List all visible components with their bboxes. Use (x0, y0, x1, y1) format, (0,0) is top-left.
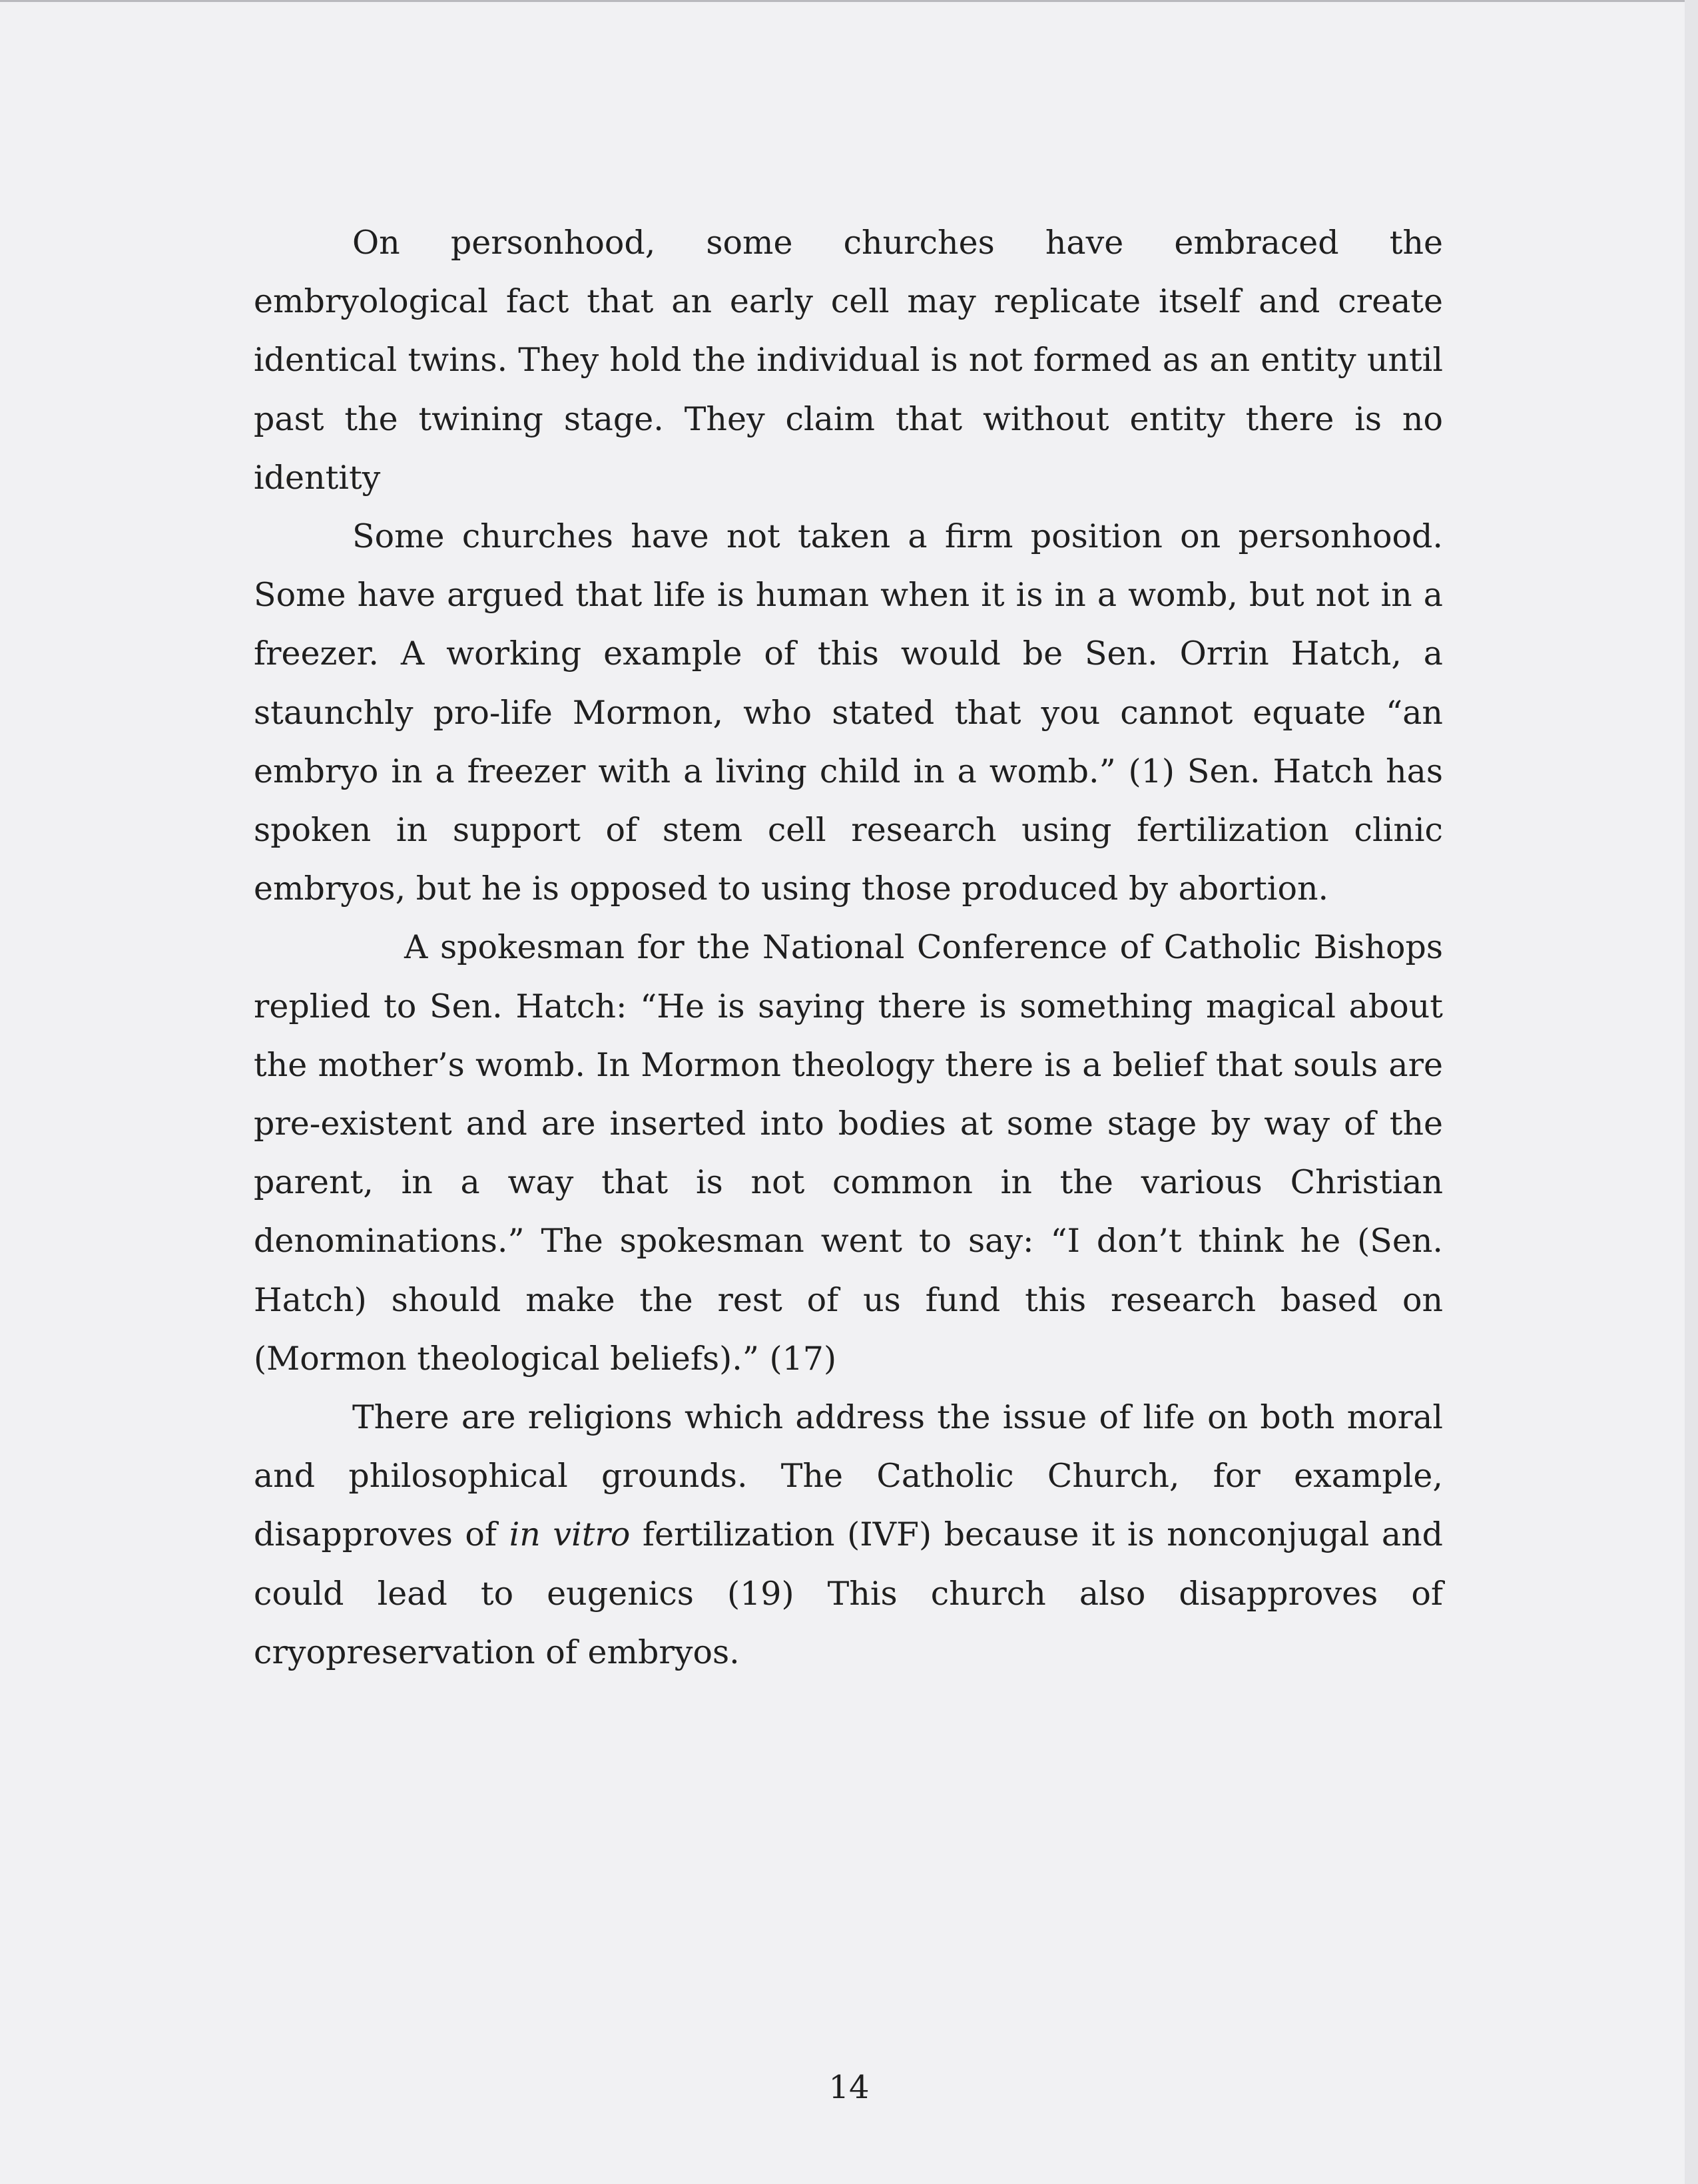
paragraph-bishops-reply: A spokesman for the National Conference of Catholic Bishops replied to Sen. Hatch: “He is saying there is something magical about the mother’s womb. In Mormon theology there is a belief that souls are pre-existent and are inserted into bodies at some stage by way of the parent, in a way that is not common in the various Christian denominations.” The spokesman went to say: “I don’t think he (Sen. Hatch) should make the rest of us fund this research based on (Mormon theological beliefs).” (17) (254, 928, 1443, 1378)
paragraph-catholic-ivf (254, 1388, 1443, 1682)
ivf-text-before: There are religions which address the issue of life on both moral and philosophical grounds. The Catholic Church, for example, disapproves of (254, 1398, 1443, 1554)
paragraph-personhood-twinning: On personhood, some churches have embraced the embryological fact that an early cell may replicate itself and create identical twins. They hold the individual is not formed as an entity until past the twining stage. They claim that without entity there is no identity (254, 224, 1443, 497)
page-edge (1685, 0, 1698, 2184)
page-number: 14 (828, 2069, 870, 2106)
body-text (254, 214, 1443, 1682)
ivf-text-after: fertilization (IVF) because it is nonconjugal and could lead to eugenics (19) This church also disapproves of cryopreservation of embryos. (254, 1515, 1443, 1671)
paragraph-hatch-position: Some churches have not taken a firm position on personhood. Some have argued that life is human when it is in a womb, but not in a freezer. A working example of this would be Sen. Orrin Hatch, a staunchly pro-life Mormon, who stated that you cannot equate “an embryo in a freezer with a living child in a womb.” (1) Sen. Hatch has spoken in support of stem cell research using fertilization clinic embryos, but he is opposed to using those produced by abortion. (254, 517, 1443, 908)
in-vitro-emphasis: in vitro (509, 1515, 631, 1554)
